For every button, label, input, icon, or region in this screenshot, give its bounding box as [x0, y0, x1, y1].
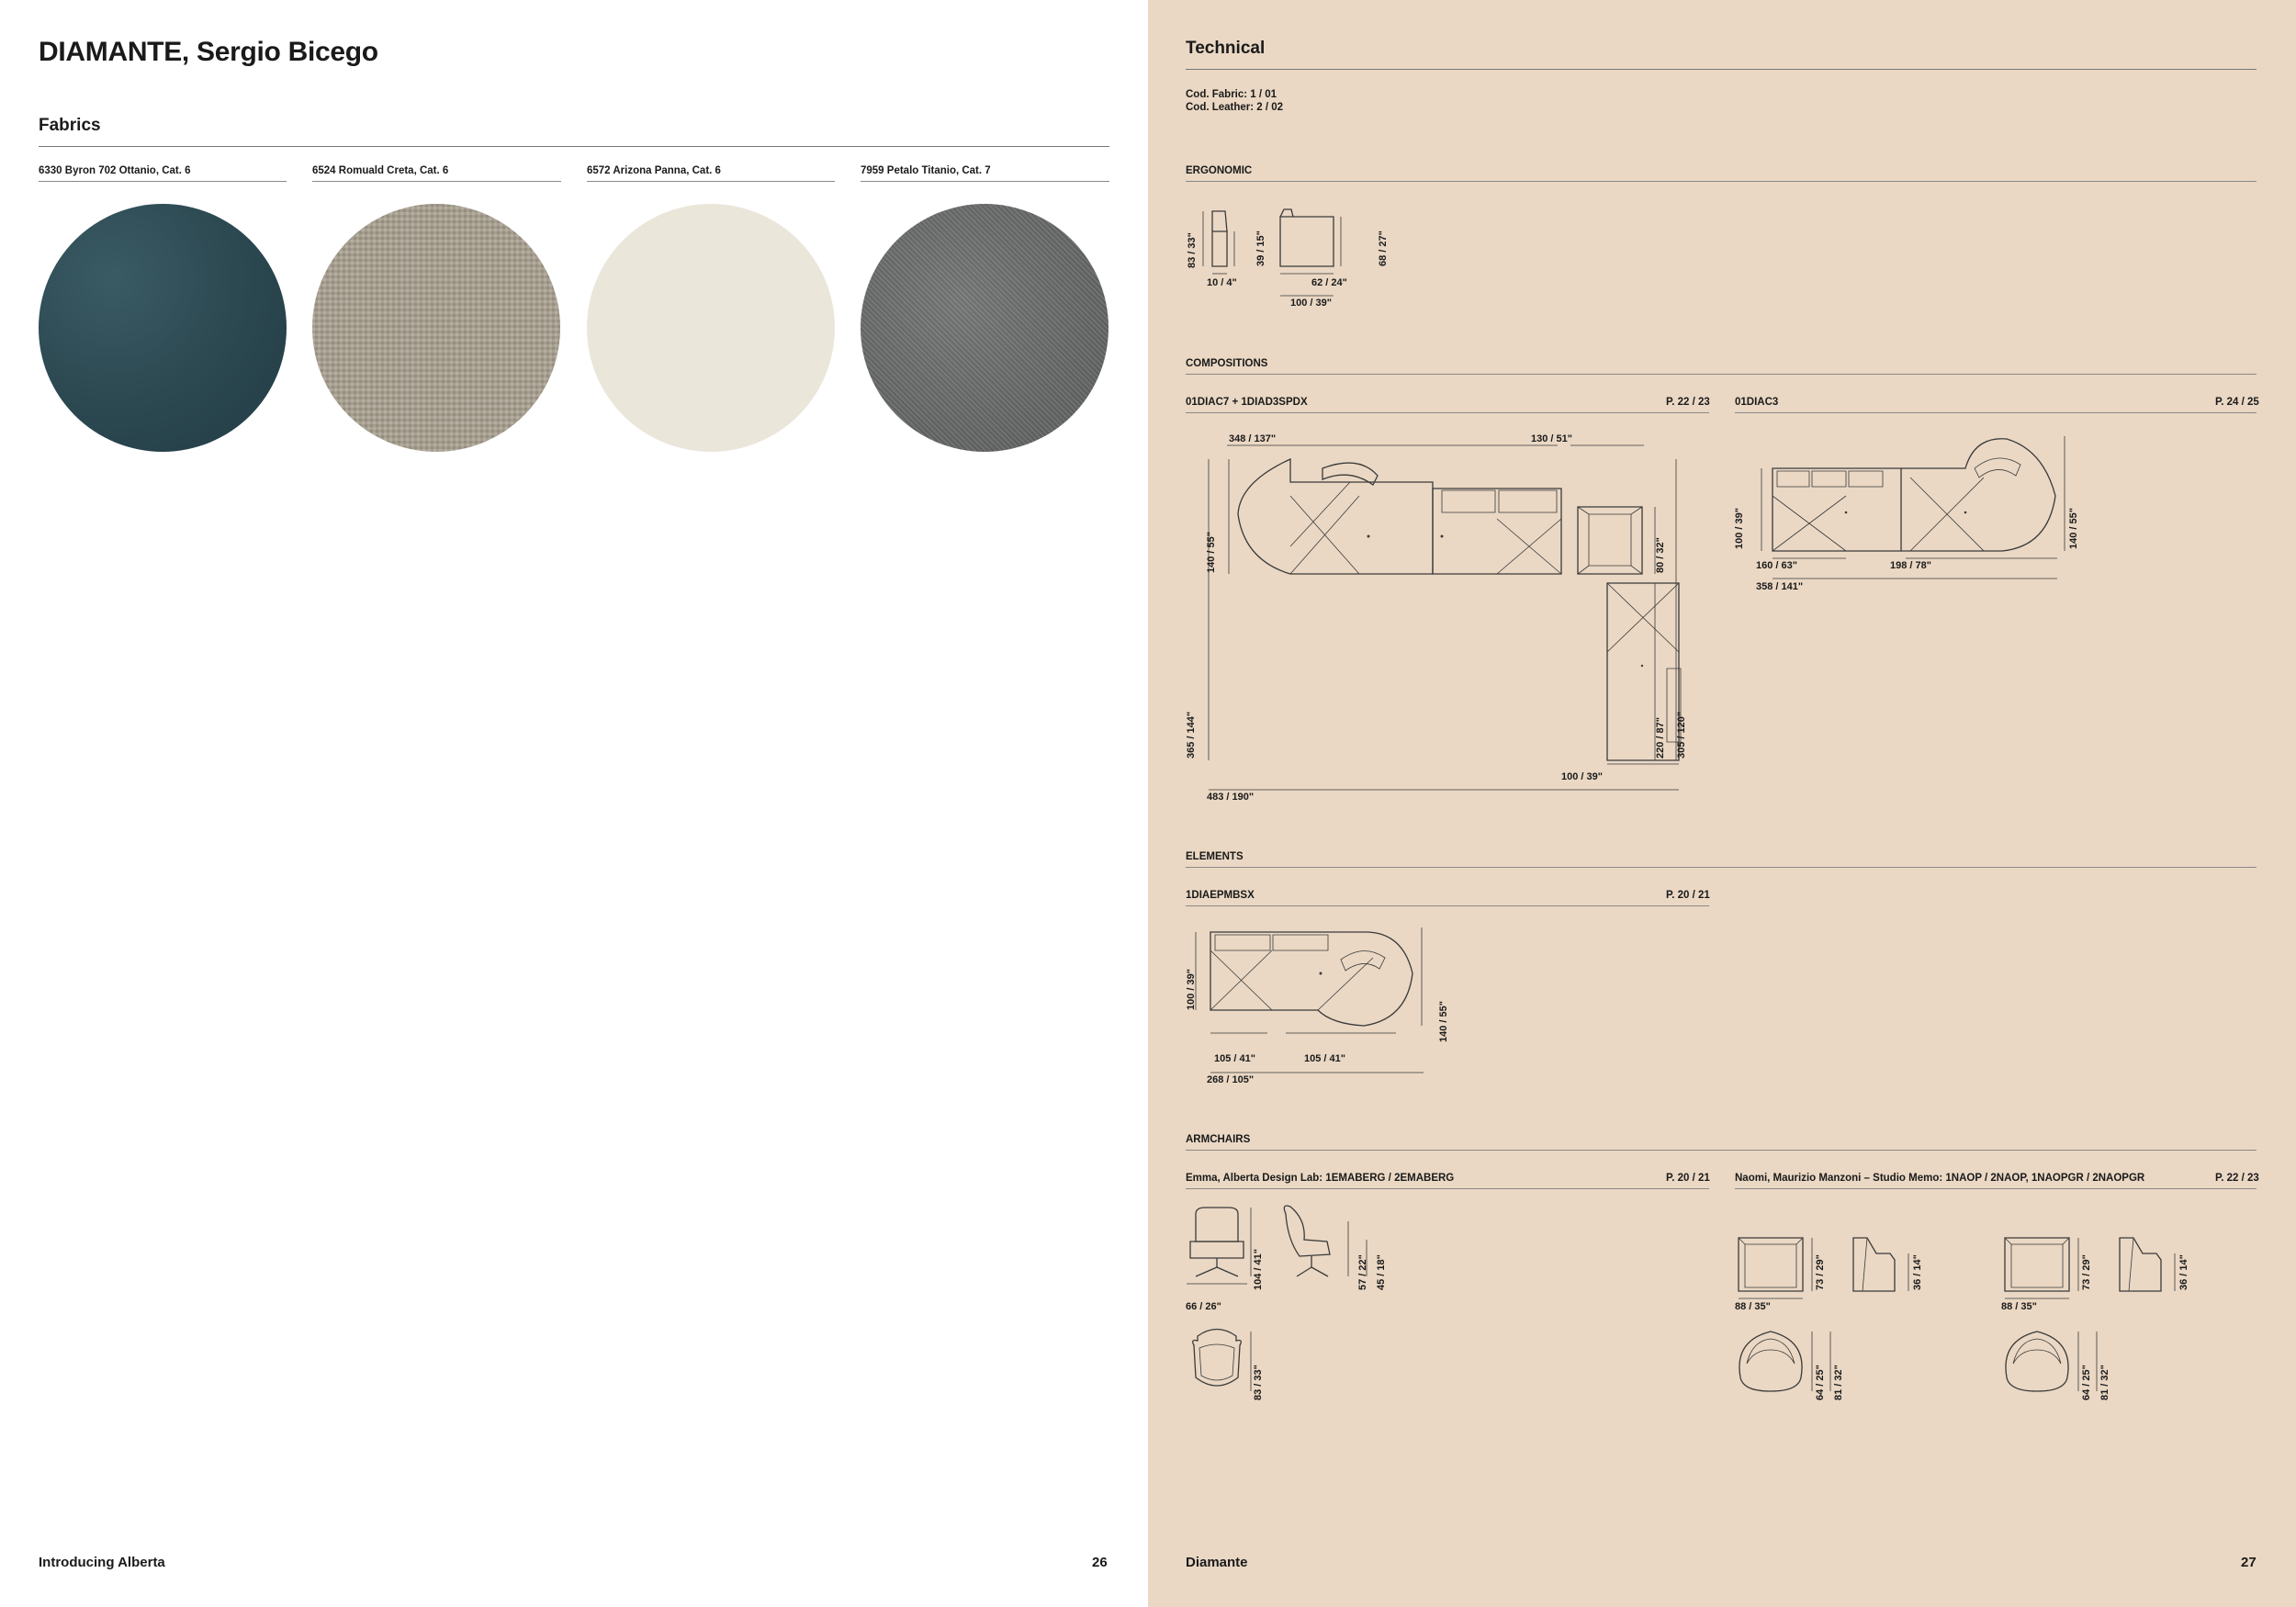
composition-1-drawing	[1185, 432, 1717, 808]
naomi-armchair-drawing	[1734, 1203, 2248, 1405]
divider	[1186, 1150, 2257, 1151]
footer-title: Introducing Alberta	[39, 1555, 165, 1570]
compositions-heading: COMPOSITIONS	[1186, 358, 1268, 369]
dim-label: 83 / 33"	[1187, 232, 1198, 268]
composition-code: 01DIAC7 + 1DIAD3SPDX	[1186, 397, 1308, 408]
technical-heading: Technical	[1186, 39, 1266, 58]
dim-label: 358 / 141"	[1756, 581, 1804, 592]
page-title: DIAMANTE, Sergio Bicego	[39, 37, 378, 67]
fabric-label: 7959 Petalo Titanio, Cat. 7	[861, 165, 991, 176]
dim-label: 140 / 55"	[1438, 1001, 1449, 1042]
dim-label: 365 / 144"	[1186, 711, 1197, 759]
dim-label: 73 / 29"	[1815, 1254, 1826, 1290]
dim-label: 62 / 24"	[1311, 277, 1347, 288]
dim-label: 105 / 41"	[1304, 1053, 1345, 1064]
dim-label: 36 / 14"	[2178, 1254, 2189, 1290]
dim-label: 198 / 78"	[1890, 560, 1931, 571]
fabrics-heading: Fabrics	[39, 116, 101, 135]
dim-label: 100 / 39"	[1734, 508, 1745, 549]
divider	[587, 181, 835, 182]
dim-label: 220 / 87"	[1655, 717, 1666, 759]
ergonomic-heading: ERGONOMIC	[1186, 165, 1253, 176]
dim-label: 68 / 27"	[1378, 230, 1389, 266]
dim-label: 64 / 25"	[1815, 1365, 1826, 1400]
fabric-label: 6572 Arizona Panna, Cat. 6	[587, 165, 721, 176]
element-pages: P. 20 / 21	[1666, 890, 1710, 901]
cod-leather: Cod. Leather: 2 / 02	[1186, 102, 1284, 113]
divider	[1186, 905, 1709, 906]
divider	[1186, 374, 2257, 375]
dim-label: 100 / 39"	[1186, 969, 1197, 1010]
dim-label: 73 / 29"	[2081, 1254, 2092, 1290]
armchair-name: Naomi, Maurizio Manzoni – Studio Memo: 1NAOP / 2NAOP, 1NAOPGR / 2NAOPGR	[1735, 1173, 2145, 1184]
composition-pages: P. 22 / 23	[1666, 397, 1710, 408]
divider	[39, 181, 287, 182]
page-number: 26	[1092, 1555, 1108, 1570]
composition-code: 01DIAC3	[1735, 397, 1779, 408]
dim-label: 100 / 39"	[1290, 298, 1332, 309]
dim-label: 140 / 55"	[2068, 508, 2079, 549]
page-number: 27	[2241, 1555, 2257, 1570]
dim-label: 88 / 35"	[2001, 1301, 2037, 1312]
dim-label: 483 / 190"	[1207, 792, 1255, 803]
dim-label: 10 / 4"	[1207, 277, 1237, 288]
armchair-pages: P. 22 / 23	[2215, 1173, 2259, 1184]
divider	[1735, 412, 2257, 413]
dim-label: 64 / 25"	[2081, 1365, 2092, 1400]
fabric-swatch-panna	[587, 204, 835, 452]
dim-label: 140 / 55"	[1206, 532, 1217, 573]
dim-label: 305 / 120"	[1676, 711, 1687, 759]
dim-label: 88 / 35"	[1735, 1301, 1771, 1312]
armchairs-heading: ARMCHAIRS	[1186, 1134, 1251, 1145]
dim-label: 100 / 39"	[1561, 771, 1603, 782]
composition-2-drawing	[1754, 432, 2122, 597]
divider	[1735, 1188, 2257, 1189]
ergonomic-drawing	[1203, 204, 1350, 305]
fabric-label: 6524 Romuald Creta, Cat. 6	[312, 165, 449, 176]
divider	[1186, 181, 2257, 182]
dim-label: 39 / 15"	[1255, 230, 1266, 266]
fabric-swatch-ottanio	[39, 204, 287, 452]
divider	[1186, 867, 2257, 868]
fabric-swatch-creta	[312, 204, 560, 452]
dim-label: 104 / 41"	[1253, 1249, 1264, 1290]
dim-label: 81 / 32"	[2099, 1365, 2110, 1400]
dim-label: 130 / 51"	[1531, 433, 1572, 444]
dim-label: 36 / 14"	[1912, 1254, 1923, 1290]
divider	[39, 146, 1109, 147]
element-code: 1DIAEPMBSX	[1186, 890, 1255, 901]
footer-title: Diamante	[1186, 1555, 1248, 1570]
composition-pages: P. 24 / 25	[2215, 397, 2259, 408]
dim-label: 83 / 33"	[1253, 1365, 1264, 1400]
right-page	[1148, 0, 2296, 1607]
elements-heading: ELEMENTS	[1186, 851, 1244, 862]
dim-label: 160 / 63"	[1756, 560, 1797, 571]
armchair-pages: P. 20 / 21	[1666, 1173, 1710, 1184]
armchair-name: Emma, Alberta Design Lab: 1EMABERG / 2EMABERG	[1186, 1173, 1455, 1184]
dim-label: 348 / 137"	[1229, 433, 1277, 444]
fabric-label: 6330 Byron 702 Ottanio, Cat. 6	[39, 165, 191, 176]
divider	[312, 181, 561, 182]
divider	[1186, 1188, 1709, 1189]
dim-label: 105 / 41"	[1214, 1053, 1255, 1064]
dim-label: 268 / 105"	[1207, 1074, 1255, 1085]
divider	[1186, 69, 2257, 70]
fabric-swatch-titanio	[861, 204, 1109, 452]
divider	[861, 181, 1109, 182]
dim-label: 45 / 18"	[1376, 1254, 1387, 1290]
dim-label: 66 / 26"	[1186, 1301, 1221, 1312]
dim-label: 80 / 32"	[1655, 537, 1666, 573]
dim-label: 57 / 22"	[1357, 1254, 1368, 1290]
divider	[1186, 412, 1709, 413]
dim-label: 81 / 32"	[1833, 1365, 1844, 1400]
cod-fabric: Cod. Fabric: 1 / 01	[1186, 89, 1277, 100]
